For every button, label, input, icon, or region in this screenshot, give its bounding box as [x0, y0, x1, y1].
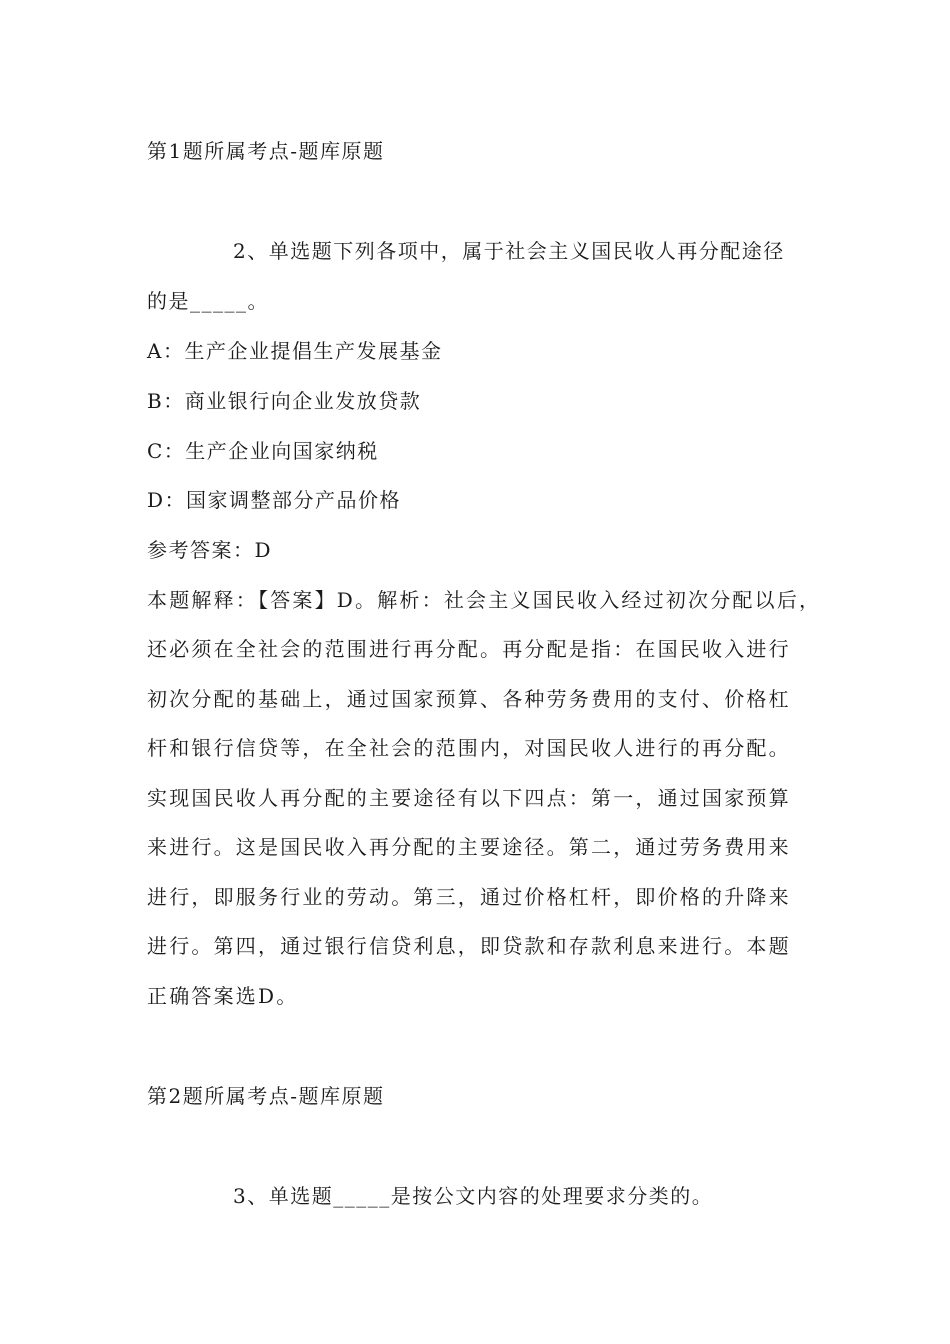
explanation-line: 杆和银行信贷等，在全社会的范围内，对国民收人进行的再分配。 [147, 736, 791, 760]
option-a: A：生产企业提倡生产发展基金 [147, 339, 443, 363]
option-c: C：生产企业向国家纳税 [147, 439, 379, 463]
question-3-stem-line-1: 3、单选题_____是按公文内容的处理要求分类的。 [233, 1184, 714, 1208]
question-2-stem-line-2: 的是_____。 [147, 289, 269, 313]
explanation-line: 还必须在全社会的范围进行再分配。再分配是指：在国民收入进行 [147, 637, 791, 661]
explanation-line: 来进行。这是国民收入再分配的主要途径。第二，通过劳务费用来 [147, 835, 791, 859]
explanation-line: 初次分配的基础上，通过国家预算、各种劳务费用的支付、价格杠 [147, 687, 791, 711]
section-label-1: 第1题所属考点-题库原题 [147, 139, 385, 163]
explanation-line: 进行。第四，通过银行信贷利息，即贷款和存款利息来进行。本题 [147, 934, 791, 958]
explanation-line: 正确答案选D。 [147, 984, 299, 1008]
section-label-2: 第2题所属考点-题库原题 [147, 1084, 385, 1108]
explanation-line: 进行，即服务行业的劳动。第三，通过价格杠杆，即价格的升降来 [147, 885, 791, 909]
option-d: D：国家调整部分产品价格 [147, 488, 402, 512]
explanation-line: 本题解释：【答案】D。解析：社会主义国民收入经过初次分配以后， [147, 588, 822, 612]
question-2-stem-line-1: 2、单选题下列各项中，属于社会主义国民收人再分配途径 [233, 239, 785, 263]
explanation-line: 实现国民收人再分配的主要途径有以下四点：第一，通过国家预算 [147, 786, 791, 810]
option-b: B：商业银行向企业发放贷款 [147, 389, 422, 413]
reference-answer: 参考答案：D [147, 538, 273, 562]
